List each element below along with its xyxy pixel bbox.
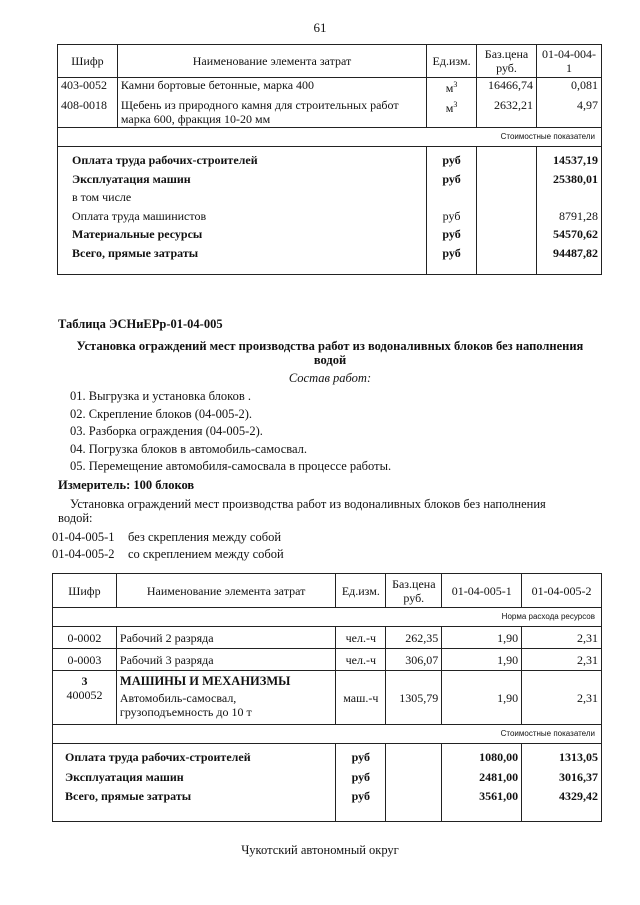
row-value-2: 2,31	[522, 649, 602, 671]
summary-value: 1080,00	[479, 750, 519, 764]
norm-label: Норма расхода ресурсов	[53, 608, 602, 627]
row-name: Рабочий 3 разряда	[116, 649, 335, 671]
row-value: 0,081	[537, 78, 602, 98]
work-item: 05. Перемещение автомобиля-самосвала в процессе работы.	[70, 459, 392, 474]
summary-unit: руб	[442, 153, 461, 167]
work-composition-title: Состав работ:	[288, 371, 372, 385]
header-unit: Ед.изм.	[427, 45, 477, 78]
summary-value: 3561,00	[479, 789, 519, 803]
row-value: 4,97	[537, 98, 602, 128]
summary-name: в том числе	[72, 190, 132, 205]
machine-name-line1: Автомобиль-самосвал,	[119, 691, 237, 705]
row-code: 0-0003	[53, 649, 117, 671]
summary-value: 2481,00	[479, 769, 519, 784]
table-resources-01-04-005	[52, 573, 602, 822]
row-price: 262,35	[386, 627, 442, 649]
summary-names	[58, 147, 427, 275]
summary-units	[427, 147, 477, 275]
header-norm-1: 01-04-005-1	[442, 574, 522, 608]
row-unit: чел.-ч	[336, 649, 386, 671]
machine-value-1: 1,90	[442, 671, 522, 725]
machine-value-2: 2,31	[522, 671, 602, 725]
summary-value: 54570,62	[553, 227, 598, 242]
summary-name: Эксплуатация машин	[65, 769, 184, 784]
summary-unit: руб	[351, 750, 370, 764]
summary-unit: руб	[442, 245, 461, 260]
row-value-2: 2,31	[522, 627, 602, 649]
summary-units	[336, 744, 386, 822]
summary-unit: руб	[351, 789, 370, 803]
row-name: Щебень из природного камня для строительных работ марка 600, фракция 10-20 мм	[117, 98, 426, 128]
summary-names	[53, 744, 336, 822]
summary-values-2	[522, 744, 602, 822]
header-price: Баз.цена руб.	[477, 45, 537, 78]
summary-name: Оплата труда рабочих-строителей	[72, 153, 258, 167]
work-item: 02. Скрепление блоков (04-005-2).	[70, 406, 253, 421]
header-unit: Ед.изм.	[336, 574, 386, 608]
variant-code: 01-04-005-2	[52, 547, 115, 561]
summary-values-1	[442, 744, 522, 822]
summary-values	[537, 147, 602, 275]
header-name: Наименование элемента затрат	[117, 45, 426, 78]
summary-name: Всего, прямые затраты	[72, 245, 199, 260]
section-label: Стоимостные показатели	[53, 725, 602, 744]
table-title: Таблица ЭСНиЕРр-01-04-005	[58, 317, 223, 331]
summary-value: 25380,01	[553, 171, 598, 186]
summary-unit: руб	[442, 208, 461, 223]
row-name: Камни бортовые бетонные, марка 400	[117, 78, 426, 98]
summary-value: 94487,82	[553, 245, 598, 260]
variant-code: 01-04-005-1	[52, 530, 115, 544]
work-item: 03. Разборка ограждения (04-005-2).	[70, 424, 263, 439]
summary-name: Всего, прямые затраты	[65, 789, 192, 803]
description-line1: Установка ограждений мест производства работ из водоналивных блоков без наполнения	[70, 497, 546, 511]
summary-name: Материальные ресурсы	[72, 227, 203, 242]
summary-name: Эксплуатация машин	[72, 171, 191, 186]
summary-empty	[477, 147, 537, 275]
section-heading-line2: водой	[313, 353, 347, 367]
row-price: 306,07	[386, 649, 442, 671]
row-price: 16466,74	[477, 78, 537, 98]
row-name: Рабочий 2 разряда	[116, 627, 335, 649]
row-value-1: 1,90	[442, 627, 522, 649]
row-unit: $м^3$	[427, 98, 477, 128]
section-label: Стоимостные показатели	[58, 128, 602, 147]
header-norm: 01-04-004-1	[537, 45, 602, 78]
machine-name-line2: грузоподъемность до 10 т	[119, 705, 252, 719]
variant-text: со скреплением между собой	[128, 547, 284, 561]
row-unit: чел.-ч	[336, 627, 386, 649]
work-item: 04. Погрузка блоков в автомобиль-самосвал.	[70, 441, 308, 456]
group-number: 3	[81, 674, 88, 688]
footer-region: Чукотский автономный округ	[241, 843, 399, 857]
summary-unit: руб	[442, 227, 461, 242]
header-name: Наименование элемента затрат	[116, 574, 335, 608]
row-code: 0-0002	[53, 627, 117, 649]
summary-value: 8791,28	[559, 208, 598, 223]
summary-value: 4329,42	[559, 789, 598, 803]
group-name-cell	[116, 671, 335, 725]
row-value-1: 1,90	[442, 649, 522, 671]
header-norm-2: 01-04-005-2	[522, 574, 602, 608]
description-line2: водой:	[58, 511, 93, 525]
row-price: 2632,21	[477, 98, 537, 128]
machine-code: 400052	[66, 688, 103, 702]
row-code: 408-0018	[58, 98, 118, 128]
measure: Измеритель: 100 блоков	[58, 478, 195, 492]
group-code-cell	[53, 671, 117, 725]
summary-empty	[386, 744, 442, 822]
summary-value: 14537,19	[553, 153, 598, 167]
header-code: Шифр	[58, 45, 118, 78]
summary-value: 1313,05	[559, 750, 598, 764]
summary-unit: руб	[351, 769, 370, 784]
page-number: 61	[313, 20, 327, 35]
summary-name: Оплата труда машинистов	[72, 208, 207, 223]
header-price: Баз.цена руб.	[386, 574, 442, 608]
row-code: 403-0052	[58, 78, 118, 98]
table-resources-01-04-004	[57, 44, 602, 275]
group-title: МАШИНЫ И МЕХАНИЗМЫ	[119, 674, 291, 688]
machine-price: 1305,79	[386, 671, 442, 725]
summary-name: Оплата труда рабочих-строителей	[65, 750, 251, 764]
row-unit: $м^3$	[427, 78, 477, 98]
machine-unit: маш.-ч	[336, 671, 386, 725]
summary-value: 3016,37	[559, 769, 598, 784]
section-heading-line1: Установка ограждений мест производства работ из водоналивных блоков без наполнения	[76, 339, 584, 353]
work-list	[70, 388, 391, 476]
variant-text: без скрепления между собой	[128, 530, 282, 544]
work-item: 01. Выгрузка и установка блоков .	[70, 389, 251, 403]
header-code: Шифр	[53, 574, 117, 608]
summary-unit: руб	[442, 171, 461, 186]
